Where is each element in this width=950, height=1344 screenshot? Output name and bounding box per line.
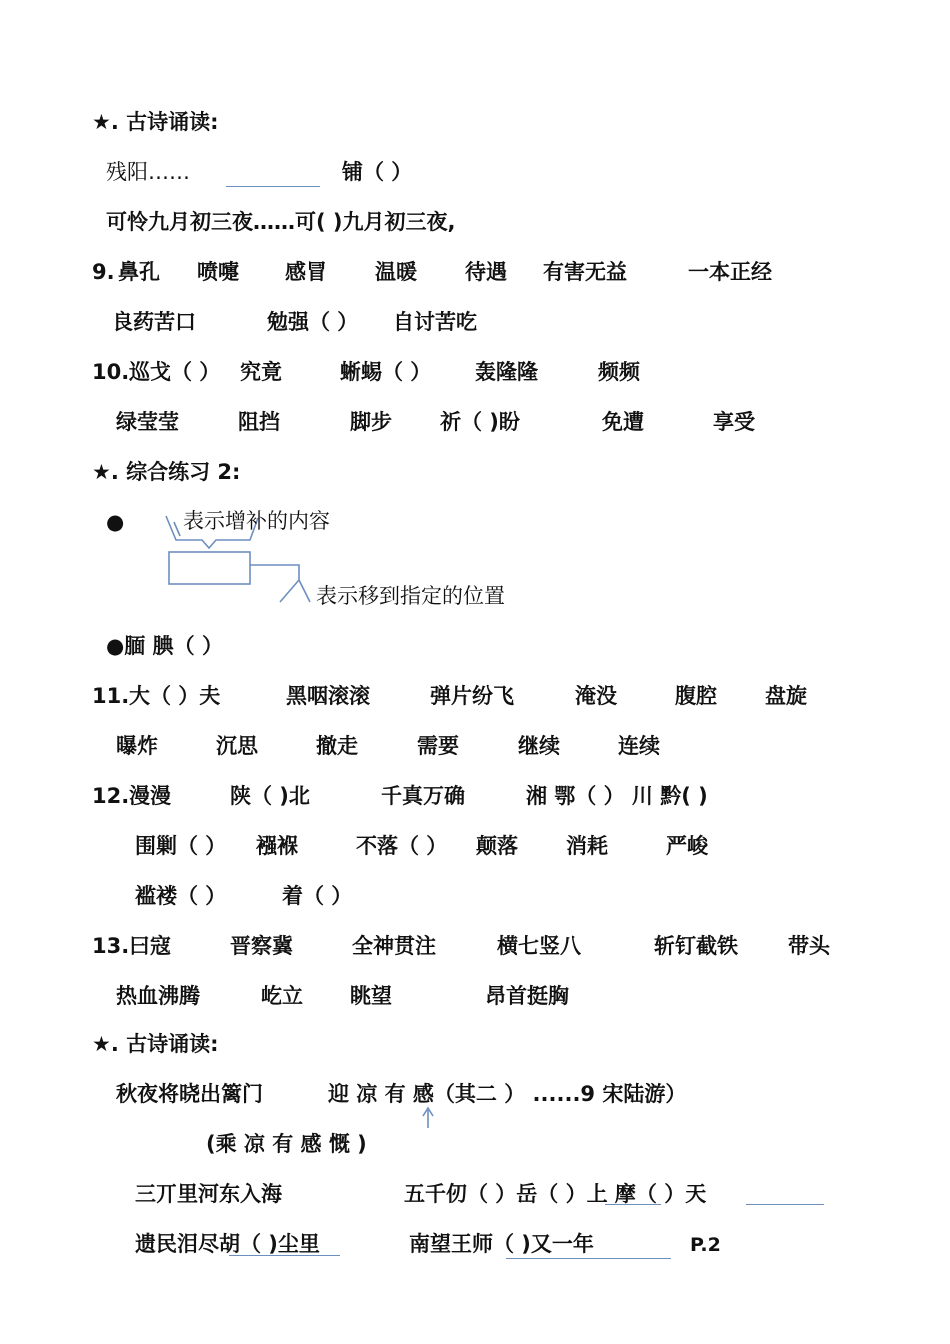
poem-blank: 铺（ ） bbox=[342, 160, 413, 184]
vocab-item: 大（ ）夫 bbox=[129, 684, 221, 708]
vocab-item: 眺望 bbox=[350, 984, 392, 1008]
vocab-item: 腹腔 bbox=[675, 684, 717, 708]
item-number: 10. bbox=[92, 360, 130, 384]
vocab-item: 免遭 bbox=[602, 410, 644, 434]
vocab-item: 不落（ ） bbox=[356, 834, 448, 858]
vocab-item: ●腼 腆（ ） bbox=[106, 634, 223, 658]
vocab-item: 热血沸腾 bbox=[116, 984, 200, 1008]
vocab-item: 褴褛（ ） bbox=[135, 884, 227, 908]
vocab-item: 连续 bbox=[618, 734, 660, 758]
vocab-item: 感冒 bbox=[285, 260, 327, 284]
poem-title: 迎 凉 有 感（其二 ） ......9 宋陆游） bbox=[328, 1082, 687, 1106]
vocab-item: 曰寇 bbox=[129, 934, 171, 958]
vocab-item: 鼻孔 bbox=[118, 260, 160, 284]
page-number: P.2 bbox=[690, 1234, 721, 1256]
vocab-item: 横七竖八 bbox=[497, 934, 581, 958]
move-mark-caption: 表示移到指定的位置 bbox=[316, 584, 505, 608]
vocab-item: 一本正经 bbox=[688, 260, 772, 284]
item-number: 9. bbox=[92, 260, 115, 284]
vocab-item: 频频 bbox=[598, 360, 640, 384]
vocab-item: 弹片纷飞 bbox=[430, 684, 514, 708]
vocab-item: 有害无益 bbox=[543, 260, 627, 284]
vocab-item: 究竟 bbox=[240, 360, 282, 384]
vocab-item: 蜥蜴（ ） bbox=[340, 360, 432, 384]
item-number: 11. bbox=[92, 684, 130, 708]
poem-title-correction: (乘 凉 有 感 慨 ) bbox=[206, 1132, 367, 1156]
vocab-item: 自讨苦吃 bbox=[393, 310, 477, 334]
vocab-item: 勉强（ ） bbox=[267, 310, 359, 334]
vocab-item: 昂首挺胸 bbox=[485, 984, 569, 1008]
vocab-item: 带头 bbox=[788, 934, 830, 958]
bullet-icon: ● bbox=[106, 510, 125, 534]
vocab-item: 斩钉截铁 bbox=[654, 934, 738, 958]
vocab-item: 需要 bbox=[417, 734, 459, 758]
vocab-item: 消耗 bbox=[566, 834, 608, 858]
item-number: 13. bbox=[92, 934, 130, 958]
vocab-item: 阻挡 bbox=[238, 410, 280, 434]
vocab-item: 享受 bbox=[713, 410, 755, 434]
answer-underline bbox=[226, 186, 320, 187]
item-number: 12. bbox=[92, 784, 130, 808]
move-box-mark bbox=[169, 552, 250, 584]
poem-line: 遗民泪尽胡（ )尘里 bbox=[135, 1232, 320, 1256]
vocab-item: 沉思 bbox=[216, 734, 258, 758]
vocab-item: 待遇 bbox=[465, 260, 507, 284]
vocab-item: 脚步 bbox=[350, 410, 392, 434]
section-heading: ★. 综合练习 2: bbox=[92, 460, 241, 484]
section-heading: ★. 古诗诵读: bbox=[92, 1032, 219, 1056]
vocab-item: 千真万确 bbox=[381, 784, 465, 808]
vocab-item: 黑咽滚滚 bbox=[286, 684, 370, 708]
poem-line: 五千仞（ ）岳（ ）上 摩（ ）天 bbox=[404, 1182, 707, 1206]
poem-line: 可怜九月初三夜……可( )九月初三夜, bbox=[106, 210, 456, 234]
poem-line: 三丌里河东入海 bbox=[135, 1182, 282, 1206]
answer-underline bbox=[506, 1258, 671, 1259]
vocab-item: 曝炸 bbox=[116, 734, 158, 758]
vocab-item: 轰隆隆 bbox=[475, 360, 538, 384]
vocab-item: 良药苦口 bbox=[112, 310, 196, 334]
poem-line: 残阳…… bbox=[106, 160, 190, 184]
vocab-item: 着（ ） bbox=[282, 884, 353, 908]
answer-underline bbox=[746, 1204, 824, 1205]
vocab-item: 盘旋 bbox=[765, 684, 807, 708]
vocab-item: 温暖 bbox=[375, 260, 417, 284]
vocab-item: 晋察冀 bbox=[230, 934, 293, 958]
vocab-item: 严峻 bbox=[666, 834, 708, 858]
vocab-item: 围剿（ ） bbox=[135, 834, 227, 858]
poem-line: 南望王师（ )又一年 bbox=[409, 1232, 594, 1256]
poem-title: 秋夜将晓出篱门 bbox=[116, 1082, 263, 1106]
insert-mark-caption: 表示增补的内容 bbox=[183, 509, 330, 533]
vocab-item: 继续 bbox=[518, 734, 560, 758]
move-line-mark bbox=[250, 565, 299, 602]
vocab-item: 喷嚏 bbox=[197, 260, 239, 284]
section-heading: ★. 古诗诵读: bbox=[92, 110, 219, 134]
vocab-item: 湘 鄂（ ） 川 黔( ) bbox=[526, 784, 708, 808]
vocab-item: 漫漫 bbox=[129, 784, 171, 808]
vocab-item: 全神贯注 bbox=[352, 934, 436, 958]
vocab-item: 撤走 bbox=[316, 734, 358, 758]
vocab-item: 淹没 bbox=[575, 684, 617, 708]
vocab-item: 颠落 bbox=[476, 834, 518, 858]
vocab-item: 巡戈（ ） bbox=[129, 360, 221, 384]
vocab-item: 绿莹莹 bbox=[116, 410, 179, 434]
vocab-item: 陕（ )北 bbox=[230, 784, 310, 808]
vocab-item: 屹立 bbox=[261, 984, 303, 1008]
vocab-item: 襁褓 bbox=[256, 834, 298, 858]
vocab-item: 祈（ )盼 bbox=[440, 410, 520, 434]
